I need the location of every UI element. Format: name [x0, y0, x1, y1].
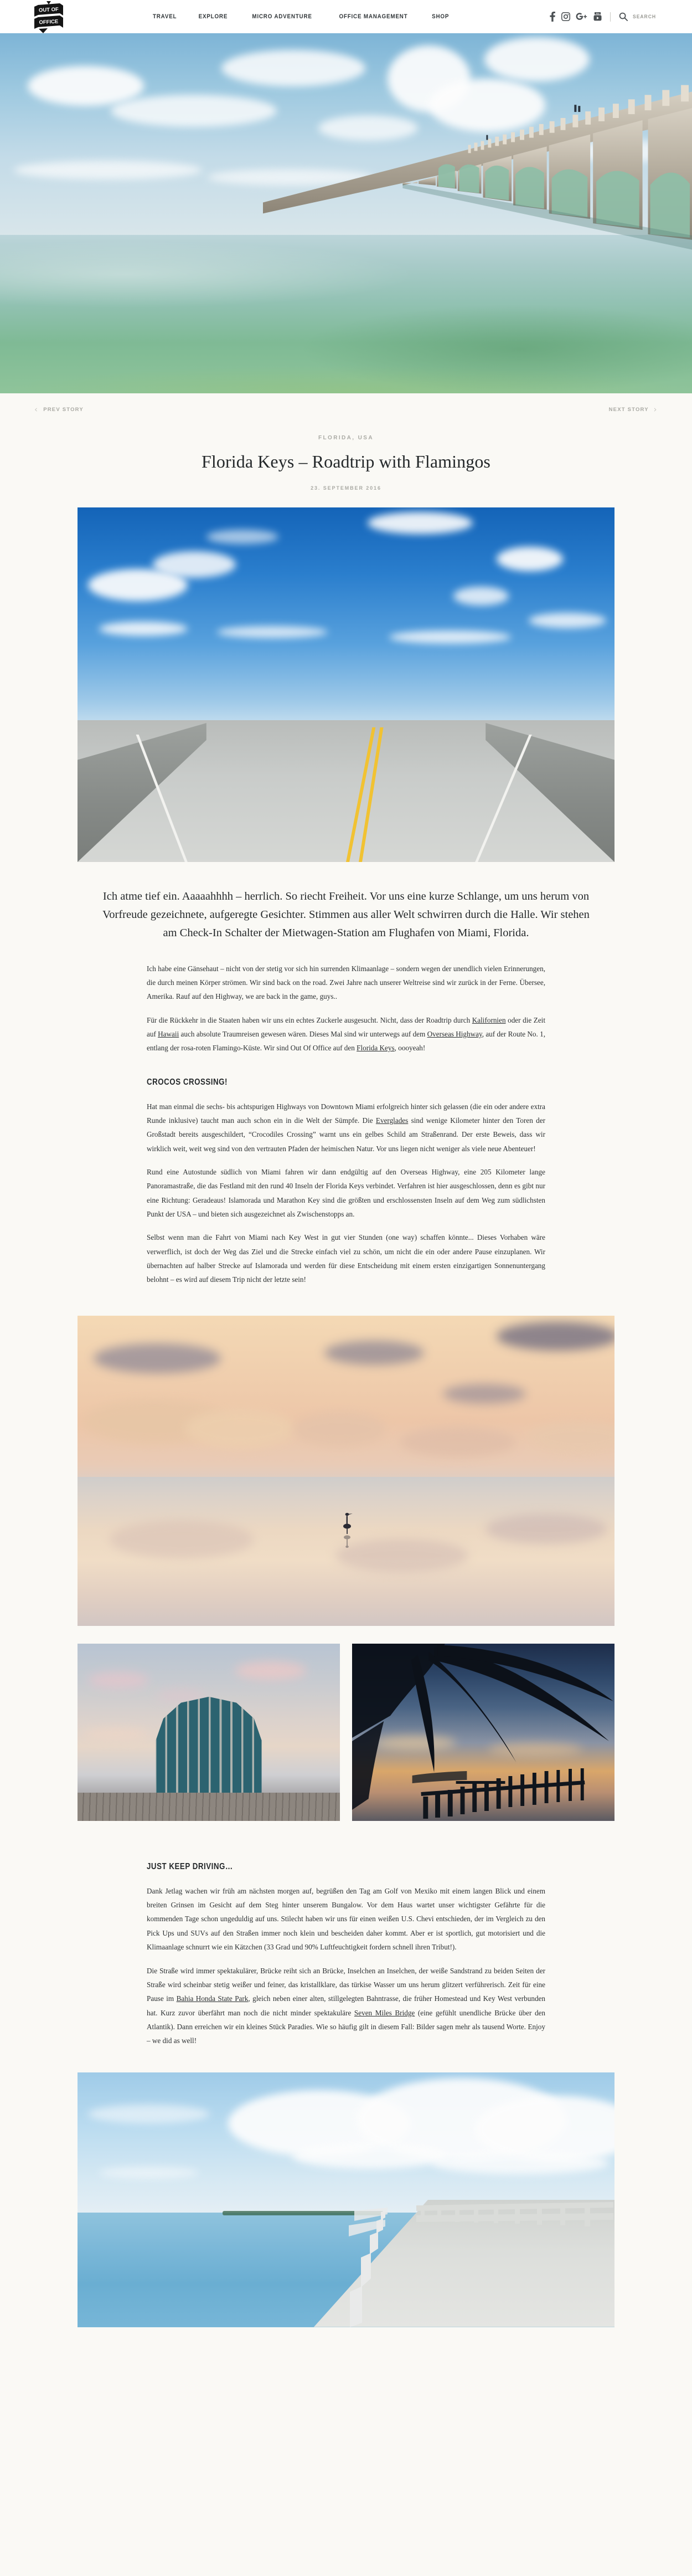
- p7-text-a: Die Straße wird immer spektakulärer, Brücke reiht sich an Brücke, Inselchen an Inselchen, der weiße Sandstrand zu beiden Seiten der Straße wird scheinbar stetig weißer und feiner, das kristallklare, das türkise Wasser um uns herum glitzert verführerisch. Zeit für eine Pause im: [147, 1966, 545, 2003]
- post-category: FLORIDA, USA: [318, 435, 374, 441]
- search-label: SEARCH: [633, 13, 657, 20]
- p3-text-a: Hat man einmal die sechs- bis achtspurigen Highways von Downtown Miami erfolgreich hinter sich gelassen (die ein oder andere extra Runde inklusive) taucht man auch schon ein in die Welt der Sümpfe. Die: [147, 1102, 545, 1125]
- figure-road: [78, 507, 614, 862]
- paragraph-2: [147, 1013, 545, 1055]
- link-overseas-highway[interactable]: Overseas Highway: [427, 1029, 482, 1038]
- post-header: [0, 414, 692, 491]
- nav-item-micro-adventure[interactable]: MICRO ADVENTURE: [252, 13, 312, 20]
- paragraph-4: Rund eine Autostunde südlich von Miami fahren wir dann endgültig auf den Overseas Highway, eine 205 Kilometer lange Panoramastraße, die das Festland mit den rund 40 Inseln der Florida Keys verbindet. Verfahren ist hier ausgeschlossen, denn es gibt nur eine Richtung: Geradeaus! Islamorada und Marathon Key sind die größten und erschlossensten Inseln auf dem Weg zum südlichsten Punkt der USA – und bieten sich ausgezeichnet als Zwischenstopps an.: [147, 1168, 545, 1219]
- p2-text-d: , auf der Route No. 1, entlang der rosa-roten Flamingo-Küste. Wir sind Out Of Office auf den: [147, 1029, 546, 1053]
- dock-boards: [78, 1793, 340, 1821]
- post-lede: Ich atme tief ein. Aaaaahhhh – herrlich. So riecht Freiheit. Vor uns eine kurze Schlange, um uns herum von Vorfreude gezeichnete, aufgeregte Gesichter. Stimmen aus aller Welt schwirren durch die Halle. Wir stehen am Check-In Schalter der Mietwagen-Station am Flughafen von Miami, Florida.: [102, 890, 590, 940]
- bridge-railing-illustration: [78, 2072, 614, 2327]
- p2-text-a: Für die Rückkehr in die Staaten haben wir uns ein echtes Zuckerle ausgesucht. Nicht, dass der Roadtrip durch: [147, 1015, 472, 1024]
- search-button[interactable]: [619, 12, 659, 21]
- chevron-left-icon: ‹: [34, 404, 39, 414]
- heron-icon: [340, 1508, 355, 1548]
- prev-story-label: PREV STORY: [43, 407, 84, 413]
- nav-item-office-management[interactable]: OFFICE MANAGEMENT: [339, 13, 408, 20]
- p7-text-b: , gleich neben einer alten, stillgelegten Bahntrasse, die früher Homestead und Key West verbunden hat. Kurz zuvor überfährt man noch die nicht minder spektakuläre: [147, 1994, 545, 2017]
- link-everglades[interactable]: Everglades: [375, 1116, 409, 1125]
- figure-pair: [78, 1644, 614, 1821]
- bridge-illustration: [263, 59, 692, 289]
- article-body: [147, 943, 545, 1290]
- p2-text-c: auch absolute Traumreisen gewesen wären. Dieses Mal sind wir unterwegs auf dem: [179, 1029, 427, 1038]
- chevron-right-icon: ›: [653, 404, 658, 414]
- post-date: 23. SEPTEMBER 2016: [311, 485, 381, 491]
- primary-navigation: [151, 13, 450, 20]
- svg-text:OUT OF: OUT OF: [38, 6, 59, 14]
- paragraph-3: [147, 1100, 545, 1156]
- prev-story-link[interactable]: [34, 406, 84, 414]
- bottom-bridge-image: [78, 2072, 614, 2327]
- figure-bottom-bridge: [78, 2072, 614, 2327]
- p3-text-b: sind wenige Kilometer hinter den Toren der Großstadt bereits ausgeschildert, “Crocodiles Crossing” warnt uns ein gelbes Schild am Straßenrand. Der erste Beweis, dass wir wirklich weit, weit weg sind von den vertrauten Pfaden der heimischen Natur. Vor uns liegen nicht weniger als viele neue Abenteuer!: [147, 1116, 546, 1153]
- next-story-link[interactable]: [609, 406, 658, 414]
- page-title: Florida Keys – Roadtrip with Flamingos: [201, 451, 490, 471]
- svg-text:You: You: [596, 12, 600, 15]
- chair-image: [78, 1644, 340, 1821]
- svg-text:OFFICE: OFFICE: [39, 18, 59, 26]
- link-florida-keys[interactable]: Florida Keys: [357, 1044, 395, 1053]
- facebook-icon: [549, 12, 556, 22]
- header-divider: [610, 12, 611, 22]
- googleplus-icon: [576, 12, 588, 21]
- road-image: [78, 507, 614, 862]
- site-header: [0, 0, 692, 33]
- p2-text-e: , oooyeah!: [394, 1044, 426, 1053]
- youtube-link[interactable]: [593, 12, 602, 21]
- nav-item-shop[interactable]: SHOP: [432, 13, 450, 20]
- instagram-icon: [561, 12, 570, 21]
- instagram-link[interactable]: [561, 12, 570, 21]
- p2-text-b: oder die Zeit auf: [147, 1015, 546, 1038]
- chair-slats: [146, 1697, 272, 1796]
- paragraph-5: Selbst wenn man die Fahrt von Miami nach Key West in gut vier Stunden (one way) schaffen könnte... Dieses Vorhaben wäre verwerflich, ist doch der Weg das Ziel und die Strecke einfach viel zu schön, um nicht die ein oder andere Pause einzuplanen. Wir übernachten auf halber Strecke auf Islamorada und werden für diese Entscheidung mit einem ersten einzigartigen Sonnenuntergang belohnt – es wird auf diesem Trip nicht der letzte sein!: [147, 1233, 545, 1284]
- link-kalifornien[interactable]: Kalifornien: [472, 1015, 506, 1024]
- link-seven-miles-bridge[interactable]: Seven Miles Bridge: [354, 2008, 415, 2017]
- sunset-heron-image: [78, 1316, 614, 1626]
- paragraph-7: [147, 1964, 545, 2048]
- story-navigation: [0, 393, 692, 414]
- link-hawaii[interactable]: Hawaii: [158, 1029, 179, 1038]
- googleplus-link[interactable]: [576, 12, 588, 21]
- nav-item-explore[interactable]: EXPLORE: [198, 13, 228, 20]
- palm-sunset-image: [352, 1644, 614, 1821]
- palm-and-pier-illustration: [352, 1644, 614, 1821]
- link-bahia-honda-state-park[interactable]: Bahia Honda State Park: [176, 1994, 249, 2003]
- road-clouds: [78, 507, 614, 727]
- social-links: [549, 12, 602, 22]
- primary-navigation-wrapper: [52, 13, 549, 20]
- facebook-link[interactable]: [549, 12, 556, 22]
- paragraph-6: Dank Jetlag wachen wir früh am nächsten morgen auf, begrüßen den Tag am Golf von Mexiko mit einem langen Blick und einem breiten Grinsen im Gesicht auf dem Steg hinter unserem Bungalow. Vor dem Haus wartet unser wichtigster Gefährte für die kommenden Tage schon ungeduldig auf uns. Stilecht haben wir uns für einen weißen U.S. Chevi entschieden, der im Vergleich zu den Pick Ups und SUVs auf den Straßen immer noch klein und bescheiden daher kommt. Aber er ist sportlich, gut motorisiert und die Klimaanlage schnurrt wie ein Kätzchen (33 Grad und 90% Luftfeuchtigkeit fordern schnell ihren Tribut!).: [147, 1886, 545, 1952]
- next-story-label: NEXT STORY: [608, 407, 649, 413]
- search-icon: [619, 12, 628, 21]
- section-heading-driving: JUST KEEP DRIVING…: [147, 1861, 233, 1871]
- youtube-icon: [593, 12, 602, 21]
- p7-text-c: (eine gefühlt unendliche Brücke über den Atlantik). Dann erreichen wir ein kleines Stück Paradies. Wie so häufig gilt in diesem Fall: Bilder sagen mehr als tausend Worte. Enjoy – we did as well!: [147, 2008, 545, 2045]
- paragraph-1: Ich habe eine Gänsehaut – nicht von der stetig vor sich hin surrenden Klimaanlage – sondern wegen der unendlich vielen Erinnerungen, die durch meinen Körper strömen. Wir sind back on the road. Zwei Jahre nach unserer Weltreise sind wir zurück in der Ferne. Übersee, Amerika. Rauf auf den Highway, we are back in the game, guys..: [147, 964, 545, 1001]
- figure-sunset: [78, 1316, 614, 1626]
- section-heading-crocos: CROCOS CROSSING!: [147, 1077, 228, 1087]
- article-body-continued: [147, 1821, 545, 2048]
- hero-image: [0, 33, 692, 393]
- nav-item-travel[interactable]: TRAVEL: [152, 13, 177, 20]
- header-utilities: [549, 12, 659, 22]
